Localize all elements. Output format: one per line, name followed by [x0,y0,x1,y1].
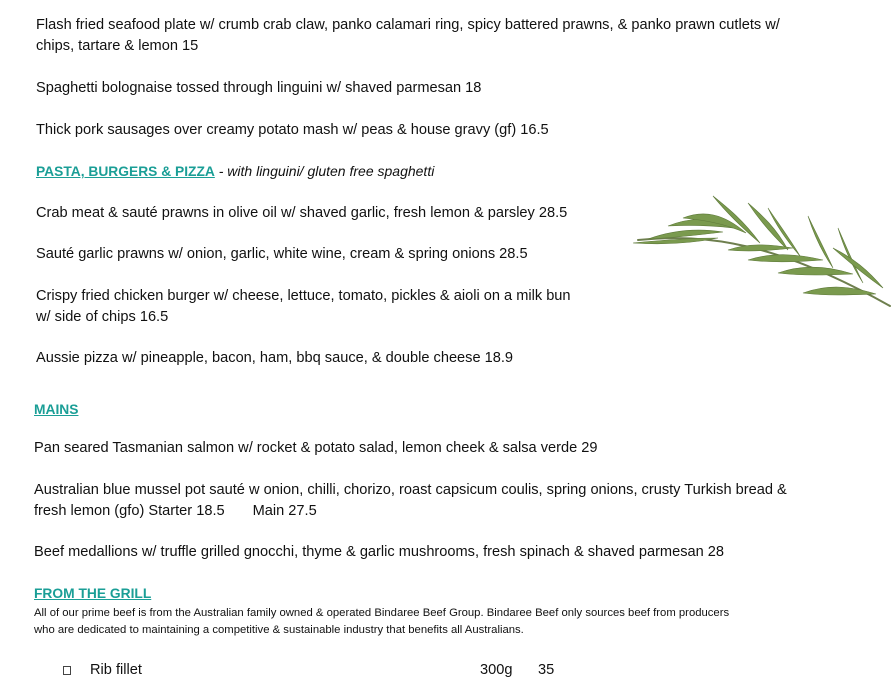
menu-item-mussels-line2 [34,501,317,522]
checkbox-icon [63,666,71,675]
rosemary-sprig-icon [628,188,893,313]
grill-heading: FROM THE GRILL [34,586,152,601]
menu-item-mussels-line1: Australian blue mussel pot sauté w onion, chilli, chorizo, roast capsicum coulis, spring onions, crusty Turkish bread & [34,482,787,498]
mussels-starter-price: fresh lemon (gfo) Starter 18.5 [34,503,225,519]
menu-item-seafood-plate-line2: chips, tartare & lemon 15 [36,38,199,54]
grill-note-line1: All of our prime beef is from the Australian family owned & operated Bindaree Beef Group. Bindaree Beef only sources beef from producers [34,607,730,619]
menu-item-spaghetti-bolognaise: Spaghetti bolognaise tossed through linguini w/ shaved parmesan 18 [36,80,482,96]
menu-item-beef-medallions: Beef medallions w/ truffle grilled gnocchi, thyme & garlic mushrooms, fresh spinach & shaved parmesan 28 [34,544,725,560]
menu-item-aussie-pizza: Aussie pizza w/ pineapple, bacon, ham, bbq sauce, & double cheese 18.9 [36,350,514,366]
grill-item-price: 35 [538,662,555,678]
menu-item-chicken-burger-line2: w/ side of chips 16.5 [36,309,169,325]
menu-item-seafood-plate-line1: Flash fried seafood plate w/ crumb crab claw, panko calamari ring, spicy battered prawns, & panko prawn cutlets w/ [36,17,780,33]
menu-item-salmon: Pan seared Tasmanian salmon w/ rocket & potato salad, lemon cheek & salsa verde 29 [34,440,598,456]
pasta-subheading: - with linguini/ gluten free spaghetti [214,163,435,179]
menu-item-garlic-prawns: Sauté garlic prawns w/ onion, garlic, white wine, cream & spring onions 28.5 [36,246,528,262]
pasta-heading-row [36,161,434,183]
menu-item-chicken-burger-line1: Crispy fried chicken burger w/ cheese, lettuce, tomato, pickles & aioli on a milk bun [36,288,571,304]
menu-item-crab-meat: Crab meat & sauté prawns in olive oil w/ shaved garlic, fresh lemon & parsley 28.5 [36,205,568,221]
grill-item-name: Rib fillet [90,662,142,678]
mussels-main-price: Main 27.5 [252,503,317,519]
grill-item-weight: 300g [480,662,513,678]
pasta-heading: PASTA, BURGERS & PIZZA [36,164,215,179]
mains-heading: MAINS [34,402,79,417]
grill-note-line2: who are dedicated to maintaining a competitive & sustainable industry that benefits all Australians. [34,624,524,636]
menu-item-pork-sausages: Thick pork sausages over creamy potato mash w/ peas & house gravy (gf) 16.5 [36,122,549,138]
